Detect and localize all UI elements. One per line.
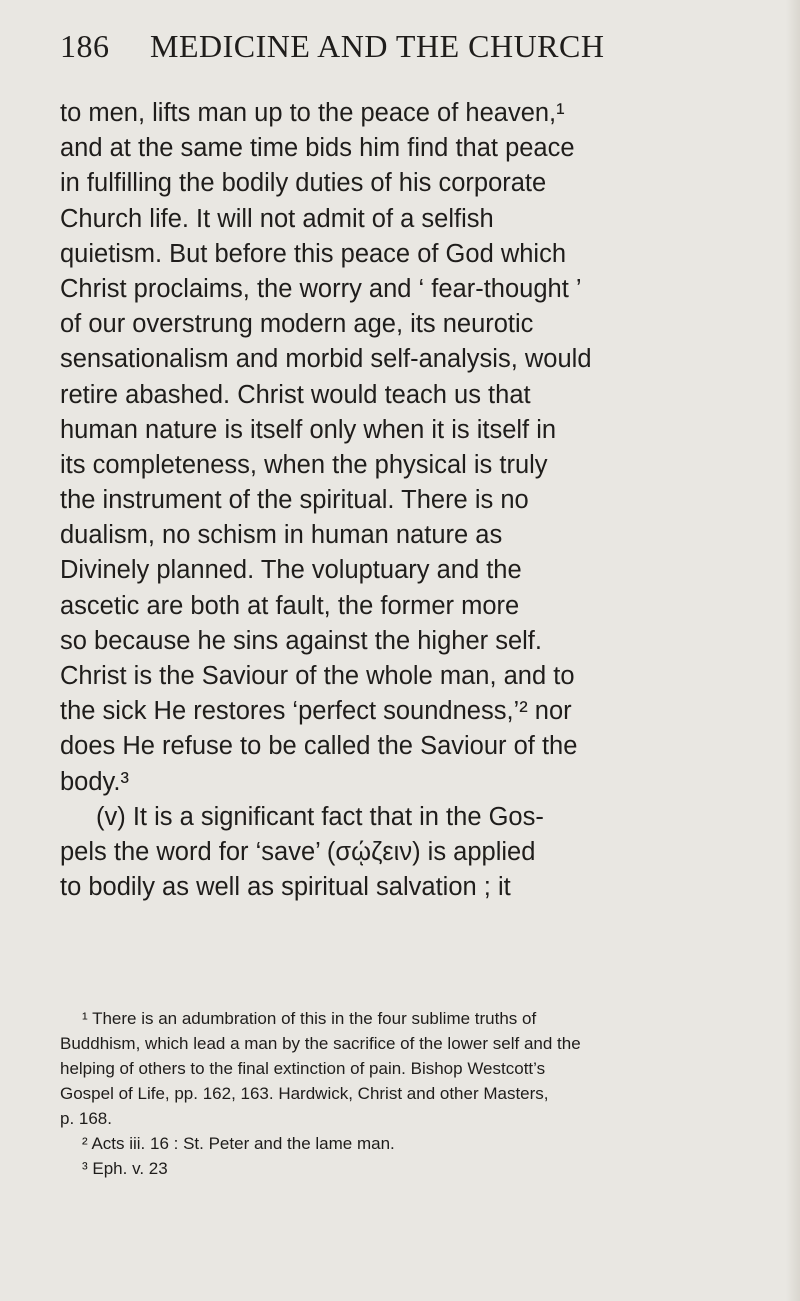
body-line: Church life. It will not admit of a selfish: [60, 204, 494, 233]
body-line: human nature is itself only when it is itself in: [60, 415, 557, 444]
body-line: so because he sins against the higher self.: [60, 626, 542, 655]
body-line: to bodily as well as spiritual salvation ; it: [60, 873, 511, 902]
body-text: [60, 96, 754, 905]
body-line: Christ is the Saviour of the whole man, and to: [60, 662, 575, 690]
footnote-line: Buddhism, which lead a man by the sacrifice of the lower self and the: [60, 1034, 581, 1053]
footnotes: [60, 1006, 754, 1181]
footnote-line: ² Acts iii. 16 : St. Peter and the lame man.: [82, 1134, 395, 1153]
body-line: sensationalism and morbid self-analysis, would: [60, 345, 592, 374]
footnote-line: helping of others to the final extinction of pain. Bishop Westcott’s: [60, 1059, 546, 1078]
body-line: body.³: [60, 767, 129, 796]
body-line: ascetic are both at fault, the former more: [60, 591, 520, 620]
body-line: (v) It is a significant fact that in the Gos-: [96, 802, 544, 831]
body-line: pels the word for ‘save’ (σῴζειν) is applied: [60, 837, 536, 866]
body-line: its completeness, when the physical is truly: [60, 450, 548, 479]
page-number: 186: [60, 28, 110, 64]
body-line: and at the same time bids him find that peace: [60, 134, 575, 163]
body-line: quietism. But before this peace of God which: [60, 239, 567, 268]
body-line: of our overstrung modern age, its neurotic: [60, 310, 534, 339]
body-line: Divinely planned. The voluptuary and the: [60, 556, 522, 585]
body-line: retire abashed. Christ would teach us that: [60, 380, 531, 409]
running-head: [60, 28, 750, 78]
running-title: MEDICINE AND THE CHURCH: [150, 28, 605, 64]
body-line: dualism, no schism in human nature as: [60, 521, 503, 550]
body-line: in fulfilling the bodily duties of his corporate: [60, 169, 547, 198]
body-line: the sick He restores ‘perfect soundness,’² nor: [60, 697, 572, 726]
footnote-line: Gospel of Life, pp. 162, 163. Hardwick, Christ and other Masters,: [60, 1084, 549, 1103]
page-edge-shadow: [786, 0, 800, 1301]
body-line: to men, lifts man up to the peace of heaven,¹: [60, 99, 565, 127]
body-line: Christ proclaims, the worry and ‘ fear-thought ’: [60, 274, 582, 303]
body-line: does He refuse to be called the Saviour of the: [60, 732, 578, 761]
footnote-line: p. 168.: [60, 1109, 112, 1128]
body-line: the instrument of the spiritual. There is no: [60, 486, 529, 515]
footnote-line: ¹ There is an adumbration of this in the four sublime truths of: [82, 1009, 537, 1028]
footnote-line: ³ Eph. v. 23: [82, 1159, 168, 1178]
